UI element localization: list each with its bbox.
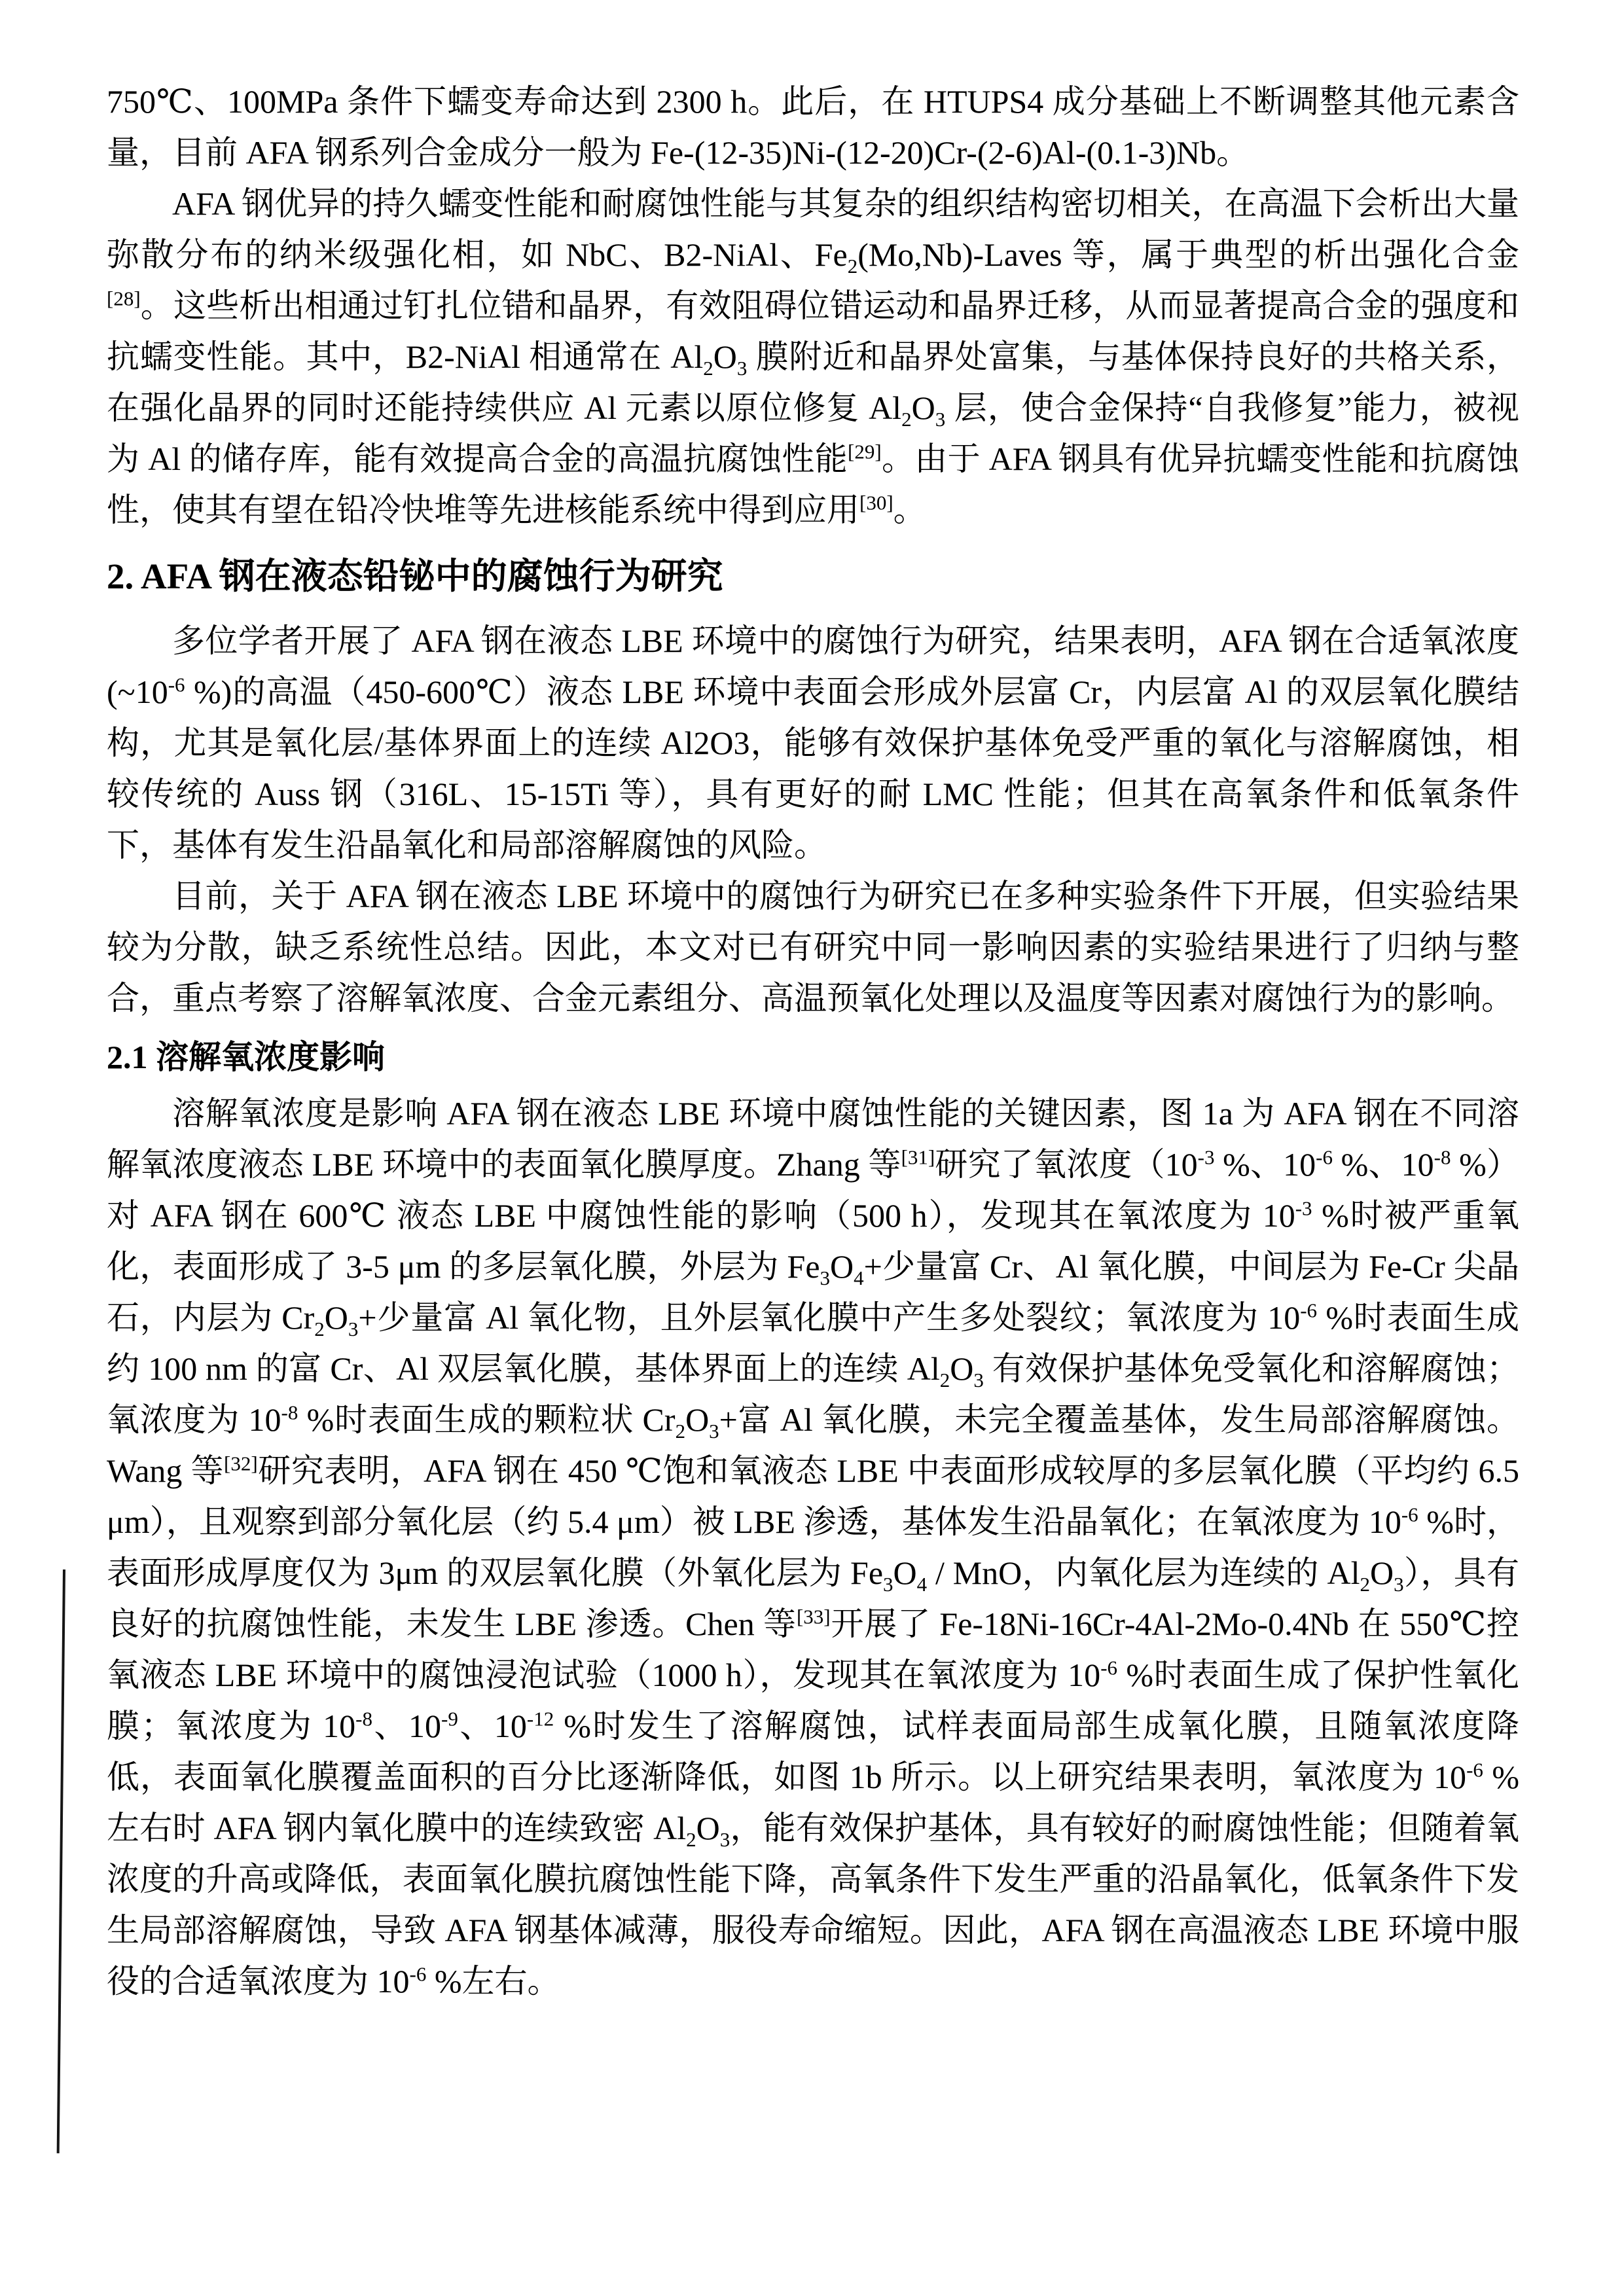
section-heading-corrosion-behavior: 2. AFA 钢在液态铅铋中的腐蚀行为研究 xyxy=(107,556,723,596)
superscript-text: -8 xyxy=(281,1401,298,1424)
text-run: 750℃、100MPa 条件下蠕变寿命达到 2300 h。此后，在 HTUPS4 成分基础上不断调整其他元素含量，目前 AFA 钢系列合金成分一般为 Fe-(12-35)Ni-(12-20)Cr-(2-6)Al-(0.1-3)Nb。 xyxy=(107,83,1519,171)
superscript-text: [28] xyxy=(107,287,141,310)
subscript-text: 3 xyxy=(1394,1573,1404,1596)
subscript-text: 2 xyxy=(703,357,713,380)
text-run: 。这些析出相通过钉扎位错和晶界，有效阻碍位错运动和晶界迁移，从而显著提高合金的强度和抗蠕变性能。其中，B2-NiAl 相通常在 Al xyxy=(107,287,1519,375)
text-run: %时被严重氧化，表面形成了 3-5 μm 的多层氧化膜，外层为 Fe xyxy=(107,1197,1520,1285)
superscript-text: -6 xyxy=(168,673,185,696)
subsection-heading-dissolved-oxygen: 2.1 溶解氧浓度影响 xyxy=(107,1039,385,1075)
subscript-text: 2 xyxy=(939,1369,950,1391)
text-run: 、10 xyxy=(458,1708,527,1744)
text-run: / MnO，内氧化层为连续的 Al xyxy=(927,1554,1360,1591)
text-run: O xyxy=(893,1554,917,1591)
superscript-text: [33] xyxy=(796,1605,831,1628)
text-run: ，能有效保护基体，具有较好的耐腐蚀性能；但随着氧浓度的升高或降低，表面氧化膜抗腐蚀性能下降，高氧条件下发生严重的沿晶氧化，低氧条件下发生局部溶解腐蚀，导致 AFA 钢基体减薄，服役寿命缩短。因此，AFA 钢在高温液态 LBE 环境中服役的合适氧浓度为 10 xyxy=(107,1810,1520,2000)
text-run: 。 xyxy=(893,492,926,528)
subscript-text: 2 xyxy=(675,1420,686,1443)
subscript-text: 2 xyxy=(1360,1573,1371,1596)
document-content xyxy=(107,76,1519,2007)
subscript-text: 3 xyxy=(973,1369,984,1391)
subscript-text: 2 xyxy=(847,255,858,278)
text-run: 、10 xyxy=(372,1708,442,1744)
superscript-text: [32] xyxy=(224,1452,258,1475)
text-run: AFA 钢优异的持久蠕变性能和耐腐蚀性能与其复杂的组织结构密切相关，在高温下会析出大量弥散分布的纳米级强化相，如 NbC、B2-NiAl、Fe xyxy=(107,185,1519,273)
paragraph-oxygen-concentration-effects xyxy=(107,1088,1519,2007)
superscript-text: -3 xyxy=(1295,1196,1312,1220)
text-run: +少量富 Cr、Al 氧化膜，中间层为 Fe-Cr 尖晶石，内层为 Cr xyxy=(107,1248,1519,1336)
superscript-text: -8 xyxy=(1434,1145,1451,1169)
text-run: %左右时 AFA 钢内氧化膜中的连续致密 Al xyxy=(107,1759,1520,1846)
superscript-text: -12 xyxy=(526,1707,554,1731)
superscript-text: -6 xyxy=(1316,1145,1333,1169)
text-run: +富 Al 氧化膜，未完全覆盖基体，发生局部溶解腐蚀。Wang 等 xyxy=(107,1401,1520,1489)
text-run: %时表面生成的颗粒状 Cr xyxy=(298,1401,676,1438)
text-run: %）对 AFA 钢在 600℃ 液态 LBE 中腐蚀性能的影响（500 h），发现其在氧浓度为 10 xyxy=(107,1146,1520,1234)
text-run: %时表面生成了保护性氧化膜；氧浓度为 10 xyxy=(107,1657,1519,1744)
text-run: 研究表明，AFA 钢在 450 ℃饱和氧液态 LBE 中表面形成较厚的多层氧化膜（平均约 6.5 μm），且观察到部分氧化层（约 5.4 μm）被 LBE 渗透，基体发生沿晶氧化；在氧浓度为 10 xyxy=(107,1452,1519,1540)
superscript-text: -8 xyxy=(355,1707,372,1731)
text-run: O xyxy=(950,1350,974,1387)
subscript-text: 2 xyxy=(901,408,912,431)
subscript-text: 4 xyxy=(854,1266,864,1289)
subscript-text: 3 xyxy=(883,1573,893,1596)
text-run: O xyxy=(685,1401,710,1438)
text-run: O xyxy=(696,1810,720,1846)
superscript-text: -6 xyxy=(1466,1758,1483,1782)
text-run: %时表面生成约 100 nm 的富 Cr、Al 双层氧化膜，基体界面上的连续 Al xyxy=(107,1299,1519,1387)
text-run: ），具有良好的抗腐蚀性能，未发生 LBE 渗透。Chen 等 xyxy=(107,1554,1520,1642)
superscript-text: -9 xyxy=(441,1707,458,1731)
text-run: 有效保护基体免受氧化和溶解腐蚀；氧浓度为 10 xyxy=(107,1350,1519,1438)
text-run: 开展了 Fe-18Ni-16Cr-4Al-2Mo-0.4Nb 在 550℃控氧液态 LBE 环境中的腐蚀浸泡试验（1000 h），发现其在氧浓度为 10 xyxy=(107,1605,1520,1693)
text-run: %)的高温（450-600℃）液态 LBE 环境中表面会形成外层富 Cr，内层富 Al 的双层氧化膜结构，尤其是氧化层/基体界面上的连续 Al2O3，能够有效保护基体免受严重的氧化与溶解腐蚀，相较传统的 Auss 钢（316L、15-15Ti 等），具有更好的耐 LMC 性能；但其在高氧条件和低氧条件下，基体有发生沿晶氧化和局部溶解腐蚀的风险。 xyxy=(107,673,1519,863)
text-run: (Mo,Nb)-Laves 等，属于典型的析出强化合金 xyxy=(857,236,1519,273)
text-run: O xyxy=(713,338,737,375)
subscript-text: 3 xyxy=(820,1266,831,1289)
superscript-text: -6 xyxy=(1100,1656,1118,1679)
text-run: 层，使合金保持“自我修复”能力，被视为 Al 的储存库，能有效提高合金的高温抗腐蚀性能 xyxy=(107,389,1520,477)
superscript-text: [30] xyxy=(859,491,893,514)
text-run: 研究了氧浓度（10 xyxy=(935,1146,1198,1183)
revision-change-bar xyxy=(57,1570,65,2153)
text-run: 膜附近和晶界处富集，与基体保持良好的共格关系，在强化晶界的同时还能持续供应 Al 元素以原位修复 Al xyxy=(107,338,1520,426)
paragraph-lbe-corrosion-overview xyxy=(107,615,1519,870)
superscript-text: [31] xyxy=(901,1145,935,1169)
text-run: 。由于 AFA 钢具有优异抗蠕变性能和抗腐蚀性，使其有望在铅冷快堆等先进核能系统中得到应用 xyxy=(107,440,1519,528)
text-run: O xyxy=(324,1299,348,1336)
text-run: 多位学者开展了 AFA 钢在液态 LBE 环境中的腐蚀行为研究，结果表明，AFA 钢在合适氧浓度(~10 xyxy=(107,622,1519,710)
text-run: 溶解氧浓度是影响 AFA 钢在液态 LBE 环境中腐蚀性能的关键因素，图 1a 为 AFA 钢在不同溶解氧浓度液态 LBE 环境中的表面氧化膜厚度。Zhang 等 xyxy=(107,1095,1519,1183)
paragraph-research-scope xyxy=(107,870,1519,1024)
subscript-text: 3 xyxy=(709,1420,719,1443)
text-run: 目前，关于 AFA 钢在液态 LBE 环境中的腐蚀行为研究已在多种实验条件下开展，但实验结果较为分散，缺乏系统性总结。因此，本文对已有研究中同一影响因素的实验结果进行了归纳与整合，重点考察了溶解氧浓度、合金元素组分、高温预氧化处理以及温度等因素对腐蚀行为的影响。 xyxy=(107,878,1519,1016)
superscript-text: -3 xyxy=(1197,1145,1215,1169)
subscript-text: 3 xyxy=(736,357,748,380)
subscript-text: 3 xyxy=(935,408,946,431)
text-run: O xyxy=(911,389,935,426)
paragraph-afa-microstructure xyxy=(107,178,1519,535)
paragraph-creep-life-composition xyxy=(107,76,1519,178)
superscript-text: [29] xyxy=(848,440,882,463)
superscript-text: -6 xyxy=(409,1962,427,1986)
subscript-text: 3 xyxy=(348,1318,359,1340)
text-run: %时，表面形成厚度仅为 3μm 的双层氧化膜（外氧化层为 Fe xyxy=(107,1503,1519,1591)
subscript-text: 2 xyxy=(686,1828,696,1851)
text-run: +少量富 Al 氧化物，且外层氧化膜中产生多处裂纹；氧浓度为 10 xyxy=(358,1299,1301,1336)
subscript-text: 3 xyxy=(719,1828,731,1851)
text-run: O xyxy=(1370,1554,1394,1591)
subscript-text: 4 xyxy=(916,1573,928,1596)
text-run: %、10 xyxy=(1332,1146,1434,1183)
subscript-text: 2 xyxy=(314,1318,325,1340)
superscript-text: -6 xyxy=(1401,1503,1418,1526)
text-run: %左右。 xyxy=(426,1963,560,2000)
text-run: %、10 xyxy=(1214,1146,1316,1183)
superscript-text: -6 xyxy=(1300,1299,1318,1322)
text-run: O xyxy=(830,1248,854,1285)
text-run: %时发生了溶解腐蚀，试样表面局部生成氧化膜，且随氧浓度降低，表面氧化膜覆盖面积的百分比逐渐降低，如图 1b 所示。以上研究结果表明，氧浓度为 10 xyxy=(107,1708,1520,1795)
